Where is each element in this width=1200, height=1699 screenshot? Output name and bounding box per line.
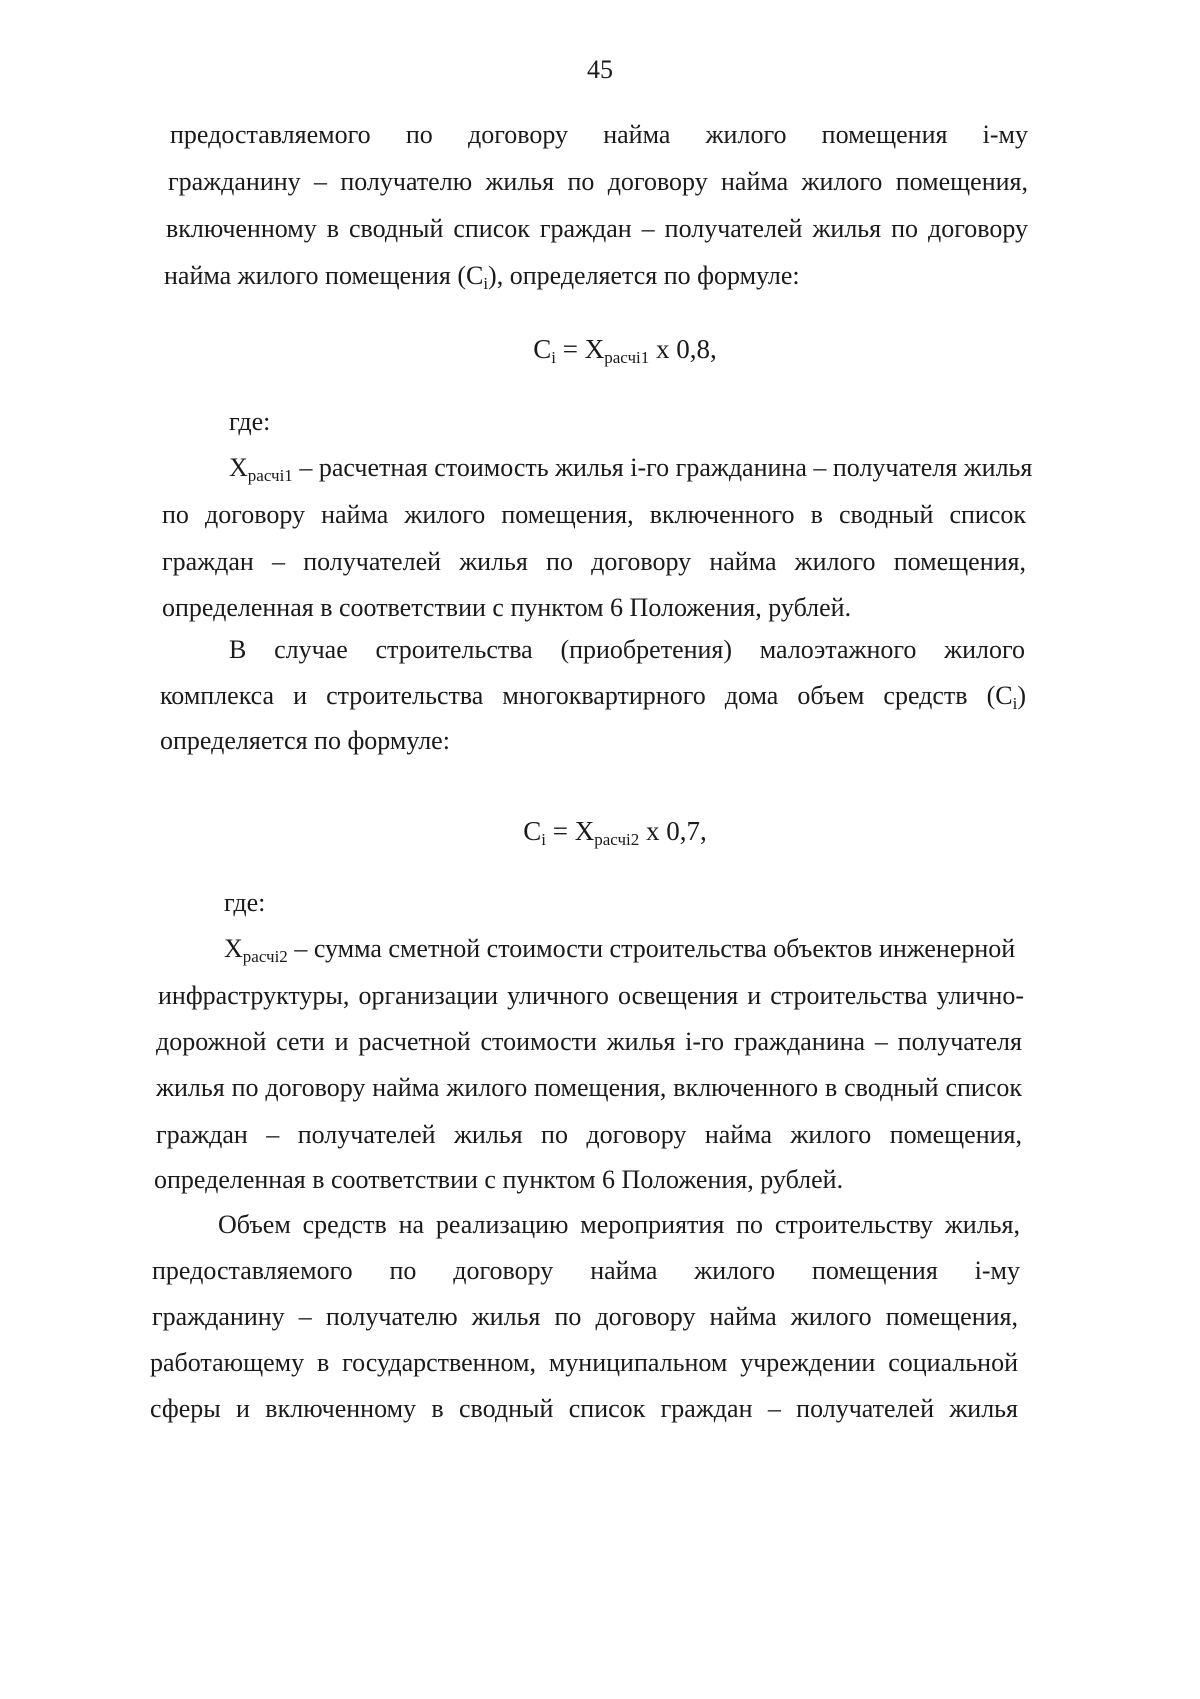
paragraph-line: включенному в сводный список граждан – получателей жилья по договору: [166, 214, 1028, 243]
subscript: расчi1: [604, 348, 650, 367]
text-segment: комплекса и строительства многоквартирного дома объем средств (C: [160, 681, 1013, 710]
paragraph-line: В случае строительства (приобретения) малоэтажного жилого: [229, 635, 1025, 664]
paragraph-line: определяется по формуле:: [160, 726, 450, 755]
subscript: i: [483, 274, 489, 293]
paragraph-line: [164, 260, 800, 292]
definition-line: [224, 933, 1015, 965]
text-segment: ), определяется по формуле:: [488, 261, 800, 290]
subscript: i: [1012, 694, 1018, 713]
definition-line: определенная в соответствии с пунктом 6 Положения, рублей.: [154, 1165, 844, 1194]
formula-text: = X: [555, 334, 605, 364]
paragraph-line: сферы и включенному в сводный список граждан – получателей жилья: [150, 1394, 1018, 1423]
text-segment: найма жилого помещения (C: [164, 261, 484, 290]
definition-line: определенная в соответствии с пунктом 6 Положения, рублей.: [162, 593, 852, 622]
subscript: расчi1: [247, 466, 293, 485]
page-number: 45: [587, 55, 613, 84]
formula-text: C: [533, 334, 552, 364]
text-segment: – расчетная стоимость жилья i-го гражданина – получателя жилья: [292, 453, 1033, 482]
where-label: где:: [229, 407, 271, 436]
paragraph-line: [160, 680, 1026, 712]
formula-text: C: [523, 816, 542, 846]
where-label: где:: [224, 888, 266, 917]
text-segment: ): [1017, 681, 1026, 710]
definition-line: жилья по договору найма жилого помещения, включенного в сводный список: [156, 1073, 1022, 1102]
subscript: расчi2: [242, 947, 288, 966]
definition-line: граждан – получателей жилья по договору найма жилого помещения,: [156, 1120, 1022, 1149]
paragraph-line: предоставляемого по договору найма жилого помещения i-му: [170, 120, 1028, 149]
text-segment: – сумма сметной стоимости строительства объектов инженерной: [287, 934, 1016, 963]
symbol: X: [229, 453, 248, 482]
paragraph-line: гражданину – получателю жилья по договору найма жилого помещения,: [168, 167, 1028, 196]
symbol: X: [224, 934, 243, 963]
definition-line: [229, 452, 1032, 484]
formula-text: x 0,8,: [649, 334, 717, 364]
formula-2: [0, 814, 1200, 848]
definition-line: инфраструктуры, организации уличного освещения и строительства улично-: [158, 981, 1024, 1010]
definition-line: по договору найма жилого помещения, включенного в сводный список: [162, 500, 1026, 529]
subscript: i: [541, 830, 546, 849]
paragraph-line: работающему в государственном, муниципальном учреждении социальной: [150, 1348, 1018, 1377]
paragraph-line: Объем средств на реализацию мероприятия по строительству жилья,: [218, 1210, 1020, 1239]
formula-1: [0, 332, 1200, 366]
subscript: i: [551, 348, 556, 367]
definition-line: граждан – получателей жилья по договору найма жилого помещения,: [162, 547, 1026, 576]
subscript: расчi2: [594, 830, 640, 849]
formula-text: = X: [545, 816, 595, 846]
formula-text: x 0,7,: [639, 816, 707, 846]
paragraph-line: гражданину – получателю жилья по договору найма жилого помещения,: [152, 1302, 1018, 1331]
definition-line: дорожной сети и расчетной стоимости жилья i-го гражданина – получателя: [156, 1027, 1022, 1056]
paragraph-line: предоставляемого по договору найма жилого помещения i-му: [152, 1256, 1020, 1285]
